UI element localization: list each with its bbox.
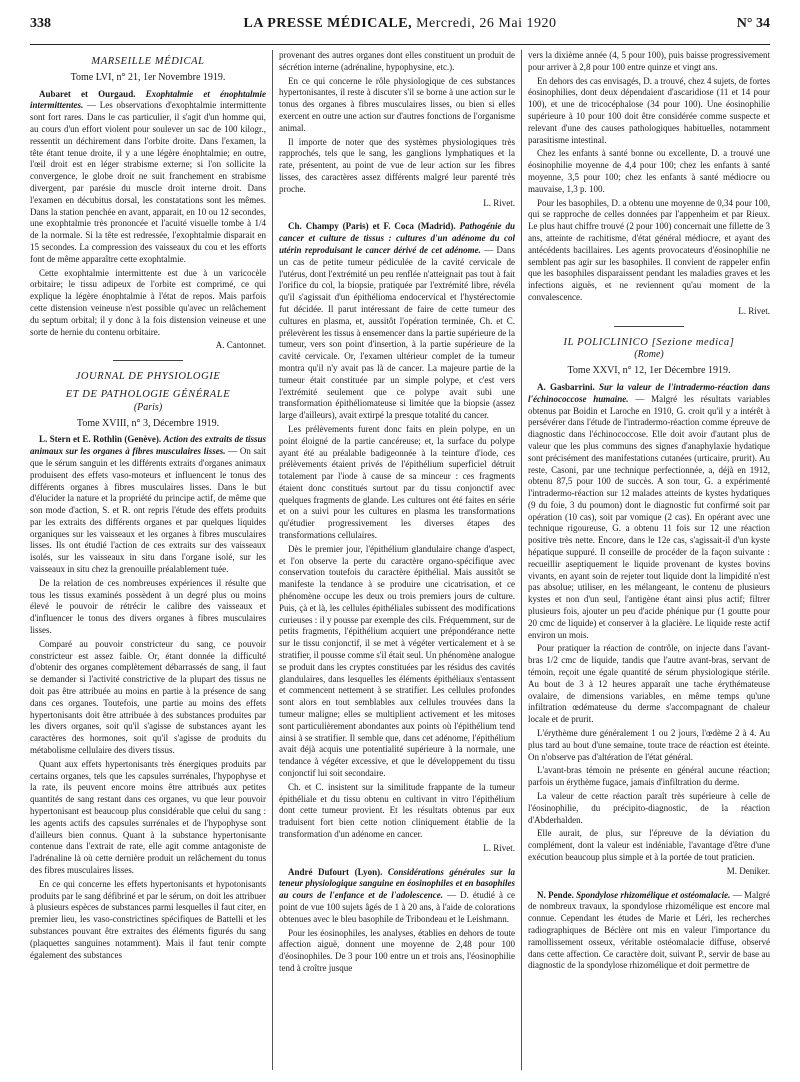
abstract-paragraph [528, 382, 770, 642]
article-title: Pathogénie du cancer et culture de tissus : cultures d'un adénome du col utérin reproduisant le cancer dérivé de cet adénome. [279, 221, 515, 255]
column-rule [272, 50, 273, 1070]
reviewer-signature: L. Rivet. [483, 842, 515, 853]
column-right [528, 50, 770, 1070]
abstract-paragraph: En ce qui concerne les effets hypertonisants et hypotonisants produits par le sang défibriné et par le sérum, on doit les attribuer à plusieurs espèces de substances parmi lesquelles il faut citer, en premier lieu, les vaso-constrictines spécifiques de Battelli et les substances pouvant être extraites des éléments figurés du sang (plaquettes sanguines notamment). Mais il faut tenir compte également des substances [30, 878, 266, 960]
abstract-paragraph: vers la dixième année (4, 5 pour 100), puis baisse progressivement pour arriver à 2,8 pour 100 entre quinze et vingt ans. [528, 50, 770, 72]
abstract-text: — Les observations d'exophtalmie intermittente sont fort rares. Dans le cas particulier, il s'agit d'un homme qui, au cours d'un effort violent pour soulever un sac de 100 kilogr., ressentit un déchirement dans l'orbite droite. Dans l'examen, la tête étant tenue droite, il y a une légère énophtalmie; en outre, l'œil droit est en léger strabisme externe; si l'on sollicite la convergence, le globe droit ne suit franchement en strabisme divergent, par parésie du muscle droit interne droit. Dans l'examen en décubitus dorsal, les constatations sont les mêmes. Dans la station penchée en avant, apparait, en 10 ou 12 secondes, une exophtalmie très prononcée et l'acuité visuelle tombe à 1/4 de la normale. Si la tête est redressée, l'exophtalmie disparait en 15 secondes. La compression des vaisseaux du cou et les efforts font de même apparaître cette exophtalmie. [30, 100, 266, 264]
section-heading: IL POLICLINICO [Sezione medica] [563, 336, 735, 348]
column-middle [279, 50, 515, 1070]
abstract-paragraph [528, 890, 770, 973]
abstract-paragraph: La valeur de cette réaction paraît très supérieure à celle de l'éosinophilie, du précipito-diagnostic, de la réaction d'Abderhalden. [528, 791, 770, 825]
abstract-paragraph: Pour les basophiles, D. a obtenu une moyenne de 0,34 pour 100, qui se rapproche de celles données par l'appenheim et par Rieux. Le plus haut chiffre trouvé (2 pour 100) concernait une fillette de 3 ans, atteinte de rachitisme, d'état général médiocre, et ayant des antécédents bacillaires. Les agents provocateurs d'éosinophilie ne semblent pas agir sur les basophiles. Il convient de rappeler enfin que les basophiles disparaissent pendant les maladies graves et les infections aiguës, et ne reviennent qu'au moment de la convalescence. [528, 197, 770, 302]
section-city: (Paris) [133, 401, 163, 413]
abstract-paragraph: En ce qui concerne le rôle physiologique de ces substances hypertonisantes, il reste à discuter s'il se borne à une action sur le tonus des organes à fibres musculaires lisses, ou bien si elles exercent en outre une action sur d'autres fonctions de l'organisme animal. [279, 75, 515, 133]
article-title: Considérations générales sur la teneur physiologique sanguine en éosinophiles et en basophiles au cours de l'enfance et de l'adolescence. [279, 866, 515, 901]
abstract-paragraph: Pour les éosinophiles, les analyses, établies en dehors de toute affection aiguë, donnent une moyenne de 2,48 pour 100 d'éosinophiles. De 3 pour 100 entre un et trois ans, l'éosinophilie tend à croître jusque [279, 927, 515, 973]
issue-number: N° 34 [736, 16, 770, 31]
abstract-paragraph: Chez les enfants à santé bonne ou excellente, D. a trouvé une éosinophilie moyenne de 4,4 pour 100; chez les enfants à santé moyenne, 3,5 pour 100; chez les enfants à santé médiocre ou mauvaise, 1,3 p. 100. [528, 148, 770, 194]
running-title [30, 16, 770, 32]
article-authors: A. Gasbarrini. [537, 381, 595, 392]
article-authors: N. Pende. [537, 889, 574, 900]
reviewer-signature: A. Cantonnet. [215, 340, 266, 351]
abstract-paragraph: L'avant-bras témoin ne présente en général aucune réaction; parfois un érythème fugace, jamais d'infiltration du derme. [528, 765, 770, 788]
article-title: Exophtalmie et énophtalmie intermittentes. [30, 88, 266, 111]
abstract-text: — Malgré les résultats variables obtenus par Boidin et Laroche en 1910, G. croit qu'il y a intérêt à persévérer dans l'étude de l'intradermo-réaction comme épreuve de diagnostic dans l'échinococcose. Elle doit avoir d'autant plus de valeur que les plus communs des signes d'anaphylaxie hydatique sont précisément des manifestations cutanées (urticaire, prurit). Au reste, Casoni, par une technique perfectionnée, a, déjà en 1912, obtenu 87,5 pour 100 de succès. A son tour, G. a expérimenté l'intradermo-réaction sur 12 malades atteints de kystes hydatiques (9 du foie, 3 du poumon) dont le diagnostic fut confirmé soit par opération (10 cas), soit par vomique (2 cas). En opérant avec une technique rigoureuse, G. a obtenu 11 fois sur 12 une réaction positive très nette. Encore, dans le 12e cas, s'agissait-il d'un kyste hépatique suppuré. Il conseille de procéder de la façon suivante : recueillir aseptiquement le liquide provenant de kystes bovins vivants, en ayant soin de rejeter tout liquide dont la limpidité n'est pas absolue; utiliser, en les mélangeant, le contenu de plusieurs kystes et non d'un seul, l'antigène étant ainsi plus actif; filtrer plusieurs fois, ajouter un peu d'acide phénique pur (1 goutte pour 20 cmc de liquide) et conserver à la glacière. Le liquide reste actif environ un mois. [528, 393, 770, 640]
volume-info: Tome XXVI, n° 12, 1er Décembre 1919. [567, 365, 731, 377]
abstract-paragraph [30, 89, 266, 266]
section-divider [614, 326, 684, 327]
abstract-paragraph: Ch. et C. insistent sur la similitude frappante de la tumeur épithéliale et du tissu obtenu en cultivant in vitro l'épithélium dont cette tumeur provient. Et les résultats obtenus par eux traduisent fort bien cette notion cliniquement établie de la transformation d'un adénome en cancer. [279, 781, 515, 839]
abstract-text: — Dans un cas de petite tumeur pédiculée de la cavité cervicale de l'utérus, dont l'extrémité un peu renflée n'atteignait pas tout à fait l'orifice du col, la biopsie, pratiquée par l'extrémité libre, révéla qu'il s'agissait d'un épithélioma endocervical et l'hystérectomie fut décidée. Il parut intéressant de faire de cette tumeur des cultures en plasma, et, aussitôt l'opération terminée, Ch. et C. prélevèrent les tissus à ensemencer dans la partie supérieure de la tumeur, vers son point d'insertion, à la partie supérieure de la cavité cervicale. Or, l'examen ultérieur complet de la tumeur montra qu'il n'y avait pas là de cancer. La majeure partie de la tumeur était constituée par un simple polype, et c'est vers l'extrémité seulement que ce polype avait subi une transformation épithéliomateuse si limitée que la biopsie (assez large d'ailleurs), avait extirpé la presque totalité du cancer. [279, 244, 515, 421]
section-heading: MARSEILLE MÉDICAL [91, 56, 205, 67]
abstract-paragraph: Les prélèvements furent donc faits en plein polype, en un point éloigné de la partie cancéreuse; et, la surface du polype ayant été au préalable badigeonnée à la teinture d'iode, ces prélèvements étaient privés de l'épithélium superficiel détruit totalement par l'iode à cause de sa minceur : ces fragments étaient donc constitués surtout par du tissu conjonctif avec quelques fragments de glande. Les cultures ont été faites en série et on a suivi pour les cultures en plasma les transformations qu'étudier progressivement les diverses étapes des transformations cellulaires. [279, 423, 515, 541]
abstract-paragraph: L'érythème dure généralement 1 ou 2 jours, l'œdème 2 à 4. Au plus tard au bout d'une semaine, toute trace de réaction est éteinte. On n'observe pas d'altération de l'état général. [528, 728, 770, 762]
abstract-paragraph [279, 867, 515, 926]
article-title: Sur la valeur de l'intradermo-réaction dans l'échinococcose humaine. [528, 381, 770, 404]
abstract-paragraph: Quant aux effets hypertonisants très énergiques produits par certains organes, tels que les capsules surrénales, l'hypophyse et la rate, ils peuvent encore moins être attribués aux petites quantités de sang restant dans ces organes, vu que leur pouvoir hypertonisant est beaucoup plus considérable que celui du sang : les agents actifs des capsules surrénales et de l'hypophyse sont d'ailleurs bien connus. Quant à la substance hypertonisante contenue dans l'extrait de rate, elle agit comme antagoniste de l'adrénaline là où cette dernière produit un relâchement du tonus des fibres musculaires lisses. [30, 758, 266, 875]
abstract-paragraph [279, 221, 515, 422]
issue-date: Mercredi, 26 Mai 1920 [416, 16, 557, 31]
abstract-paragraph [30, 434, 266, 576]
abstract-text: — On sait que le sérum sanguin et les différents extraits d'organes animaux produisent des effets vaso-moteurs et influencent le tonus des différents organes à fibres musculaires lisses. Dans le but d'élucider la nature et la propriété du principe actif, de même que son mode d'action, S. et R. ont repris l'étude des effets produits par les extraits des différents organes et par quelques liquides organiques sur les vaisseaux et les organes à fibres musculaires lisses. Ils ont étudié l'action de ces extraits sur des vaisseaux isolés, sur les vaisseaux in situ dans l'organe isolé, sur les vaisseaux in situ chez la grenouille préalablement tuée. [30, 446, 266, 575]
column-rule [521, 50, 522, 1070]
abstract-text: — Malgré de nombreux travaux, la spondylose rhizomélique est encore mal connue. Cependant les études de Marie et Léri, les recherches radiographiques de Béclère ont mis en valeur l'importance du ramollissement osseux, véritable ostéomalacie diffuse, observé dans cette affection. Ce caractère doit, suivant P., servir de base au diagnostic de la spondylose rhizomélique et doit permettre de [528, 889, 770, 971]
abstract-paragraph: provenant des autres organes dont elles constituent un produit de sécrétion interne (adrénaline, hypophysine, etc.). [279, 50, 515, 72]
abstract-text: — D. étudié à ce point de vue 100 sujets âgés de 1 à 20 ans, à l'aide de colorations obtenues avec le bleu basophile de Tribondeau et le Leishmann. [279, 890, 515, 924]
abstract-paragraph: Pour pratiquer la réaction de contrôle, on injecte dans l'avant-bras 1/2 cmc de liquide, tandis que l'autre avant-bras, servant de témoin, reçoit une égale quantité de sérum physiologique stérile. Au bout de 3 à 12 heures apparaît une tache érythémateuse ovalaire, de dimensions variables, en même temps qu'une infiltration œdémateuse du derme s'accompagnant de chaleur locale et de prurit. [528, 643, 770, 725]
reviewer-signature: L. Rivet. [738, 305, 770, 316]
article-title: Action des extraits de tissus animaux sur les organes à fibres musculaires lisses. [30, 434, 266, 457]
reviewer-signature: L. Rivet. [483, 197, 515, 208]
abstract-paragraph: Comparé au pouvoir constricteur du sang, ce pouvoir constricteur est assez faible. Or, étant donnée la difficulté d'obtenir des organes complètement débarrassés de sang, il faut se demander si l'activité constrictive de la plupart des tissus ne doit pas être attribuée au moins en partie à la présence de sang dans ces organes. Toutefois, une partie au moins des effets hypertonisants doit être attribuée à des substances produites par les divers organes, soit qu'il s'agisse de substances ayant les caractères des hormones, soit qu'il s'agisse de produits du métabolisme cellulaire des divers tissus. [30, 638, 266, 756]
abstract-paragraph: Il importe de noter que des systèmes physiologiques très rapprochés, tels que le sang, les ganglions lymphatiques et la rate, présentent, au point de vue de leur action sur les fibres lisses, des caractères assez différents malgré leur parenté très proche. [279, 136, 515, 194]
section-heading: ET DE PATHOLOGIE GÉNÉRALE [65, 388, 231, 400]
column-left [30, 50, 266, 1070]
abstract-paragraph: Elle aurait, de plus, sur l'épreuve de la déviation du complément, dont la valeur est indéniable, l'avantage d'être d'une exécution beaucoup plus simple et à la portée de tout praticien. [528, 828, 770, 862]
section-city: (Rome) [634, 349, 664, 361]
article-title: Spondylose rhizomélique et ostéomalacie. [576, 889, 731, 900]
article-authors: L. Stern et E. Rothlin (Genève). [39, 434, 162, 445]
article-authors: André Dufourt (Lyon). [288, 866, 383, 877]
page-header [30, 10, 770, 45]
article-authors: Ch. Champy (Paris) et F. Coca (Madrid). [288, 221, 456, 232]
page-number: 338 [30, 16, 51, 31]
volume-info: Tome LVI, n° 21, 1er Novembre 1919. [70, 71, 226, 83]
volume-info: Tome XVIII, n° 3, Décembre 1919. [76, 417, 220, 429]
journal-name: LA PRESSE MÉDICALE, [243, 16, 413, 31]
section-divider [113, 360, 183, 361]
article-authors: Aubaret et Ourgaud. [39, 88, 136, 99]
section-heading: JOURNAL DE PHYSIOLOGIE [75, 371, 221, 383]
abstract-paragraph: Cette exophtalmie intermittente est due à un varicocèle orbitaire; le tissu adipeux de l'orbite est comprimé, ce qui explique la légère énophtalmie à l'état de repos. Mais parfois cette distension veineuse n'est possible qu'avec un relâchement du septum orbital; il y donc à la fois distension veineuse et une sorte de hernie du contenu orbitaire. [30, 267, 266, 337]
reviewer-signature: M. Deniker. [726, 865, 770, 876]
abstract-paragraph: En dehors des cas envisagés, D. a trouvé, chez 4 sujets, de fortes éosinophilies, dont deux dépendaient d'ascaridiose (11 et 14 pour 100), et une de tricocéphalose (34 pour 100). Une éosinophilie supérieure à 10 pour 100 doit être considérée comme suspecte et relevant d'une des causes pathologiques habituelles, notamment parasitisme intestinal. [528, 75, 770, 145]
abstract-paragraph: Dès le premier jour, l'épithélium glandulaire change d'aspect, et l'on observe la perte du caractère organo-spécifique avec conservation toutefois du caractère épithélial. Mais aussitôt se manifeste la tendance à se produire une cicatrisation, et ce phénomène occupe les deux ou trois premiers jours de culture. Puis, çà et là, les cellules épithéliales subissent des modifications curieuses : il y pousse par exemple des cils. Fréquemment, sur de petits fragments, l'épithélium acquiert une prépondérance nette sur le tissu conjonctif, il se met à végéter verticalement et à se stratifier, il pousse comme s'il était seul. Un phénomène analogue se produit dans les cryptes constituées par les résidus des cavités glandulaires, dans lesquelles les éléments épithéliaux s'entassent et commencent nettement à se stratifier. Les cellules profondes sont alors en tout semblables aux cellules trouvées dans la tumeur maligne; elles se multiplient activement et les mitoses sont particulièrement abondantes aux points où l'épithélium tend ainsi à se stratifier. Il semble que, dans cet adénome, l'épithélium avait déjà acquis une potentialité supérieure à la normale, une tendance à végéter excessive, et que le développement du tissu conjonctif lui soit secondaire. [279, 543, 515, 779]
abstract-paragraph: De la relation de ces nombreuses expériences il résulte que tous les tissus examinés possèdent à un degré plus ou moins élevé le pouvoir de rétrécir le calibre des vaisseaux et d'influencer le tonus des divers organes à fibres musculaires lisses. [30, 577, 266, 636]
